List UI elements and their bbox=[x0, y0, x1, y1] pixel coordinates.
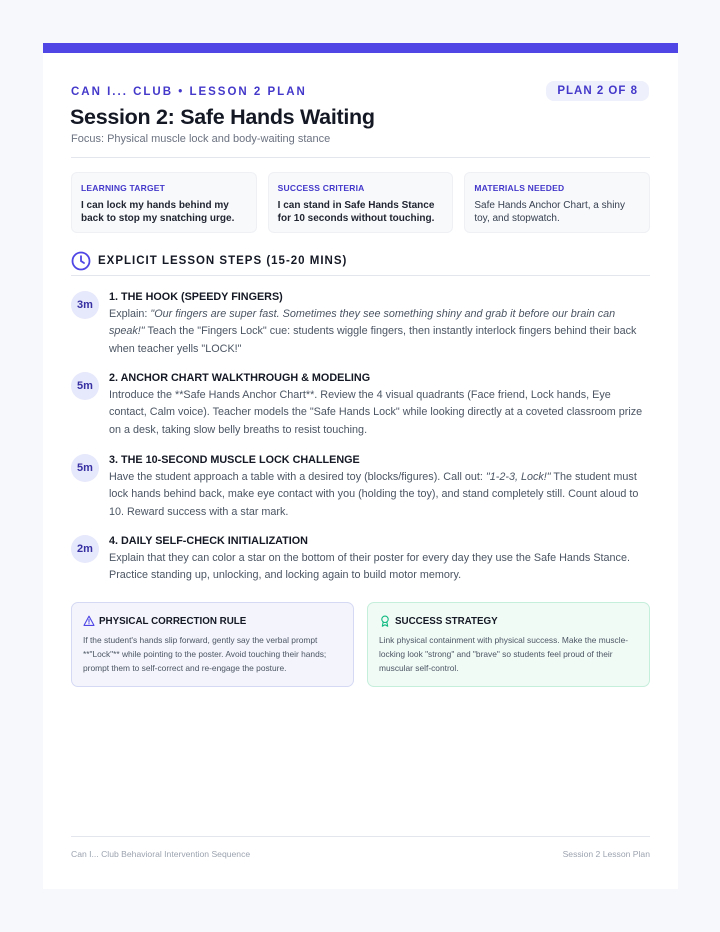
clock-icon bbox=[71, 251, 91, 271]
step-body bbox=[109, 534, 651, 585]
card-label: MATERIALS NEEDED bbox=[474, 183, 565, 193]
steps-heading-text: EXPLICIT LESSON STEPS (15-20 MINS) bbox=[98, 255, 348, 267]
materials-needed-card bbox=[464, 172, 650, 233]
step-time-badge: 5m bbox=[71, 454, 99, 482]
success-strategy-box bbox=[367, 602, 650, 687]
card-text: I can lock my hands behind my back to stop my snatching urge. bbox=[81, 200, 235, 224]
step-time-badge: 3m bbox=[71, 291, 99, 319]
step-title: 3. THE 10-SECOND MUSCLE LOCK CHALLENGE bbox=[109, 454, 360, 466]
card-text: Safe Hands Anchor Chart, a shiny toy, and stopwatch. bbox=[474, 200, 625, 224]
eyebrow-label: CAN I... CLUB • LESSON 2 PLAN bbox=[71, 86, 307, 98]
step-title: 4. DAILY SELF-CHECK INITIALIZATION bbox=[109, 535, 308, 547]
card-text: I can stand in Safe Hands Stance for 10 seconds without touching. bbox=[277, 200, 435, 224]
lesson-plan-page bbox=[43, 43, 678, 889]
box-title: PHYSICAL CORRECTION RULE bbox=[99, 615, 247, 627]
step-body bbox=[109, 290, 651, 358]
step-title: 2. ANCHOR CHART WALKTHROUGH & MODELING bbox=[109, 372, 371, 384]
step-time-badge: 2m bbox=[71, 535, 99, 563]
box-text: If the student's hands slip forward, gently say the verbal prompt **"Lock"** while pointing to the poster. Avoid touching their hands; prompt them to self-correct and re-engage the posture. bbox=[83, 635, 327, 673]
step-quote: "Our fingers are super fast. Sometimes they see something shiny and grab it before our brain can speak!" bbox=[109, 308, 616, 338]
step-title: 1. THE HOOK (SPEEDY FINGERS) bbox=[109, 291, 283, 303]
accent-top-bar bbox=[43, 43, 678, 53]
focus-subtitle: Focus: Physical muscle lock and body-waiting stance bbox=[71, 133, 331, 145]
step-text bbox=[109, 306, 651, 358]
step-body bbox=[109, 453, 651, 521]
step-text-part: Teach the "Fingers Lock" cue: students wiggle fingers, then instantly interlock fingers behind their back when teacher yells "LOCK!" bbox=[109, 325, 637, 355]
box-text: Link physical containment with physical success. Make the muscle-locking look "strong" and "brave" so students feel proud of their muscular self-control. bbox=[379, 635, 629, 673]
step-text bbox=[109, 469, 651, 521]
step-text-part: Have the student approach a table with a desired toy (blocks/figures). Call out: bbox=[109, 471, 486, 483]
award-ribbon-icon bbox=[379, 615, 391, 627]
learning-target-card bbox=[71, 172, 257, 233]
steps-heading bbox=[71, 251, 347, 271]
step-quote: "1-2-3, Lock!" bbox=[485, 471, 551, 483]
step-body bbox=[109, 371, 651, 439]
step-text bbox=[109, 387, 651, 439]
step-text-part: Explain: bbox=[109, 308, 151, 320]
success-criteria-card bbox=[268, 172, 454, 233]
step-text-part: Explain that they can color a star on the bottom of their poster for every day they use the Safe Hands Stance. Practice standing up, unlocking, and locking again to build motor memory. bbox=[109, 552, 630, 582]
page-title: Session 2: Safe Hands Waiting bbox=[70, 105, 375, 129]
physical-correction-box bbox=[71, 602, 354, 687]
step-text-part: The student must lock hands behind back, make eye contact with you (holding the toy), and stand completely still. Count aloud to 10. Reward success with a star mark. bbox=[109, 471, 639, 518]
box-heading bbox=[83, 615, 342, 627]
plan-count-badge: PLAN 2 OF 8 bbox=[546, 81, 649, 101]
footer-right-text: Session 2 Lesson Plan bbox=[562, 849, 650, 859]
steps-divider bbox=[71, 275, 650, 276]
box-heading bbox=[379, 615, 638, 627]
card-label: LEARNING TARGET bbox=[81, 183, 166, 193]
footer-left-text: Can I... Club Behavioral Intervention Sequence bbox=[71, 849, 251, 859]
step-text bbox=[109, 550, 651, 585]
summary-cards bbox=[71, 172, 650, 233]
step-text-part: Introduce the **Safe Hands Anchor Chart**. Review the 4 visual quadrants (Face friend, Lock hands, Eye contact, Calm voice). Teacher models the "Safe Hands Lock" while looking directly at a coveted classroom prize on a desk, taking slow belly breaths to resist touching. bbox=[109, 389, 643, 436]
header-divider bbox=[71, 157, 650, 158]
footer-divider bbox=[71, 836, 650, 837]
box-title: SUCCESS STRATEGY bbox=[395, 615, 498, 627]
warning-triangle-icon bbox=[83, 615, 95, 627]
card-label: SUCCESS CRITERIA bbox=[277, 183, 365, 193]
step-time-badge: 5m bbox=[71, 372, 99, 400]
